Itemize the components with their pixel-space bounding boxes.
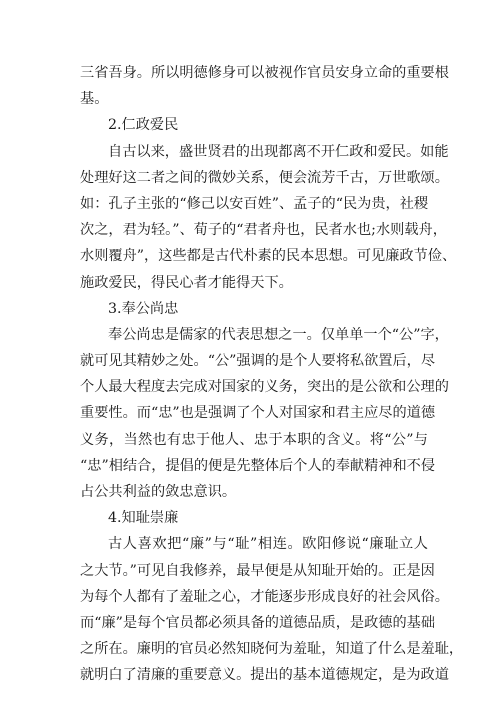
paragraph-line: 重要性。而“忠”也是强调了个人对国家和君主应尽的道德 [80, 405, 436, 422]
paragraph-line: 就明白了清廉的重要意义。提出的基本道德规定，是为政道 [80, 667, 449, 684]
paragraph-line: 次之，君为轻。”、荀子的“君者舟也，民者水也;水则载舟， [80, 222, 447, 239]
paragraph-line: 如：孔子主张的“修己以安百姓”、孟子的“民为贵，社稷 [80, 195, 429, 212]
paragraph-line: 施政爱民，得民心者才能得天下。 [80, 274, 293, 291]
paragraph-line: 水则覆舟”，这些都是古代朴素的民本思想。可见廉政节俭、 [80, 248, 457, 265]
paragraph-line: 占公共利益的敛忠意识。 [80, 484, 237, 500]
paragraph-line: 而“廉”是每个官员都必须具备的道德品质，是政德的基础 [80, 614, 436, 631]
paragraph-line: 之大节。”可见自我修养，最早便是从知耻开始的。正是因 [80, 562, 435, 579]
section-heading: 2.仁政爱民 [108, 117, 179, 134]
paragraph-line: 处理好这二者之间的微妙关系，便会流芳千古，万世歌颂。 [80, 169, 449, 186]
section-heading: 4.知耻崇廉 [108, 510, 179, 527]
paragraph-line: 义务，当然也有忠于他人、忠于本职的含义。将“公”与 [80, 431, 428, 448]
paragraph-line: 个人最大程度去完成对国家的义务，突出的是公欲和公理的 [80, 379, 449, 396]
paragraph-line: 三省吾身。所以明德修身可以被视作官员安身立命的重要根 [80, 65, 449, 81]
paragraph-line: 古人喜欢把“廉”与“耻”相连。欧阳修说“廉耻立人 [108, 536, 428, 553]
paragraph-line: 奉公尚忠是儒家的代表思想之一。仅单单一个“公”字， [108, 326, 449, 343]
paragraph-line: 为每个人都有了羞耻之心，才能逐步形成良好的社会风俗。 [80, 588, 449, 605]
paragraph-line: 自古以来，盛世贤君的出现都离不开仁政和爱民。如能 [108, 143, 449, 160]
paragraph-line: 就可见其精妙之处。“公”强调的是个人要将私欲置后，尽 [80, 353, 436, 370]
paragraph-line: 之所在。廉明的官员必然知晓何为羞耻，知道了什么是羞耻， [80, 641, 464, 658]
section-heading: 3.奉公尚忠 [108, 300, 179, 317]
document-body [80, 60, 464, 689]
paragraph-line: 基。 [80, 91, 109, 108]
paragraph-line: “忠”相结合，提倡的便是先整体后个人的奉献精神和不侵 [80, 457, 436, 474]
